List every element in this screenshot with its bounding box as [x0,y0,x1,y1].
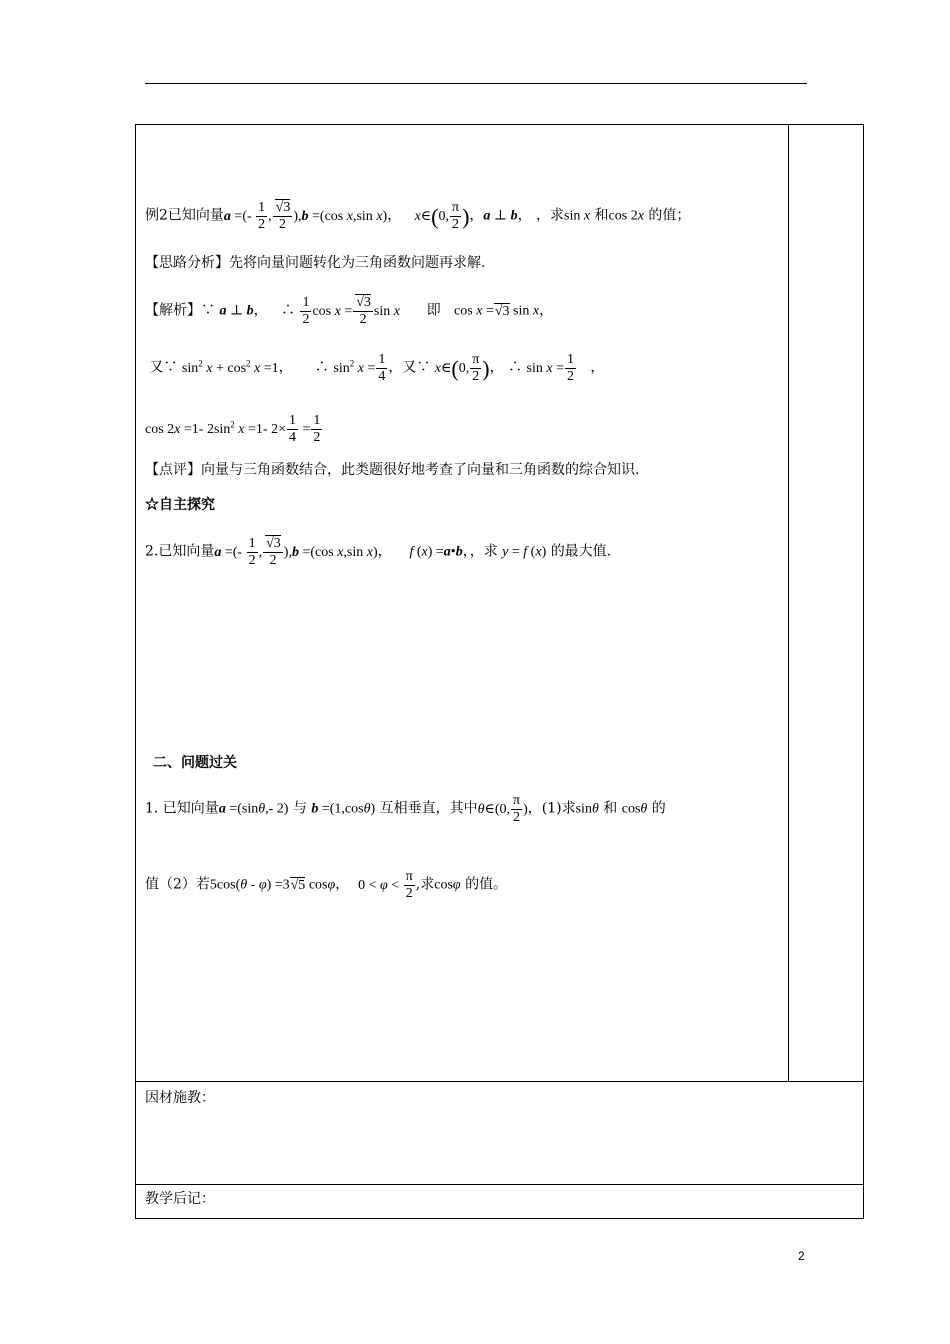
table-row-divider-2 [135,1184,864,1185]
analysis-text: 【思路分析】先将向量问题转化为三角函数问题再求解. [145,255,486,271]
comment-text: 【点评】向量与三角函数结合，此类题很好地考查了向量和三角函数的综合知识. [145,462,640,478]
self-study-title: ☆自主探究 [145,497,215,513]
teaching-postscript-label: 教学后记： [145,1191,215,1207]
solution-line-1: 【解析】∵ a ⊥ b， ∴ $\frac{1}{2}$ cos x = $\frac{√3}{2}$ sin x 即 cos x =√3 sin x， [145,295,554,327]
table-column-divider [788,124,789,1082]
header-rule [145,83,807,84]
lesson-table [135,124,864,1219]
solution-line-3: cos 2x =1- $2\sin^2$ x =1- 2× $\frac{1}{4}$ = $\frac{1}{2}$ [145,413,321,445]
self-study-question: 2.已知向量a =(- $\frac{1}{2}$ , $\frac{√3}{2}$ ),b =(cos x,sin x)， f (x) =a•b，，求 y = f (x) 的最大值. [145,536,612,568]
adapt-teaching-label: 因材施教： [145,1090,215,1106]
example2-statement: 例2已知向量a =(- $\frac{1}{2}$ , $\frac{√3}{2}$ ),b =(cos x,sin x)， x∈(0, $\frac{\pi}{2}$ )，a ⊥ b， ，求sin x 和cos 2x 的值； [145,200,691,232]
section2-question1-line1: 1. 已知向量a =(sinθ,- 2) 与 b =(1,cosθ) 互相垂直，其中θ∈(0, $\frac{\pi}{2}$ )，(1)求sinθ 和 cosθ 的 [145,793,666,825]
solution-line-2: 又∵ $\sin^2 x + \cos^2 x =1$， ∴ $\sin^2 x$ = $\frac{1}{4}$ ，又∵ x∈(0, $\frac{\pi}{2}$ )， ∴ sin x = $\frac{1}{2}$ ， [149,352,605,384]
page-number: 2 [798,1249,805,1263]
section2-title: 二、问题过关 [153,755,237,771]
section2-question1-line2: 值（2）若5cos(θ - φ) =3√5 cosφ， 0 < φ < $\frac{\pi}{2}$ ,求cosφ 的值。 [145,869,508,901]
table-row-divider [135,1081,864,1082]
